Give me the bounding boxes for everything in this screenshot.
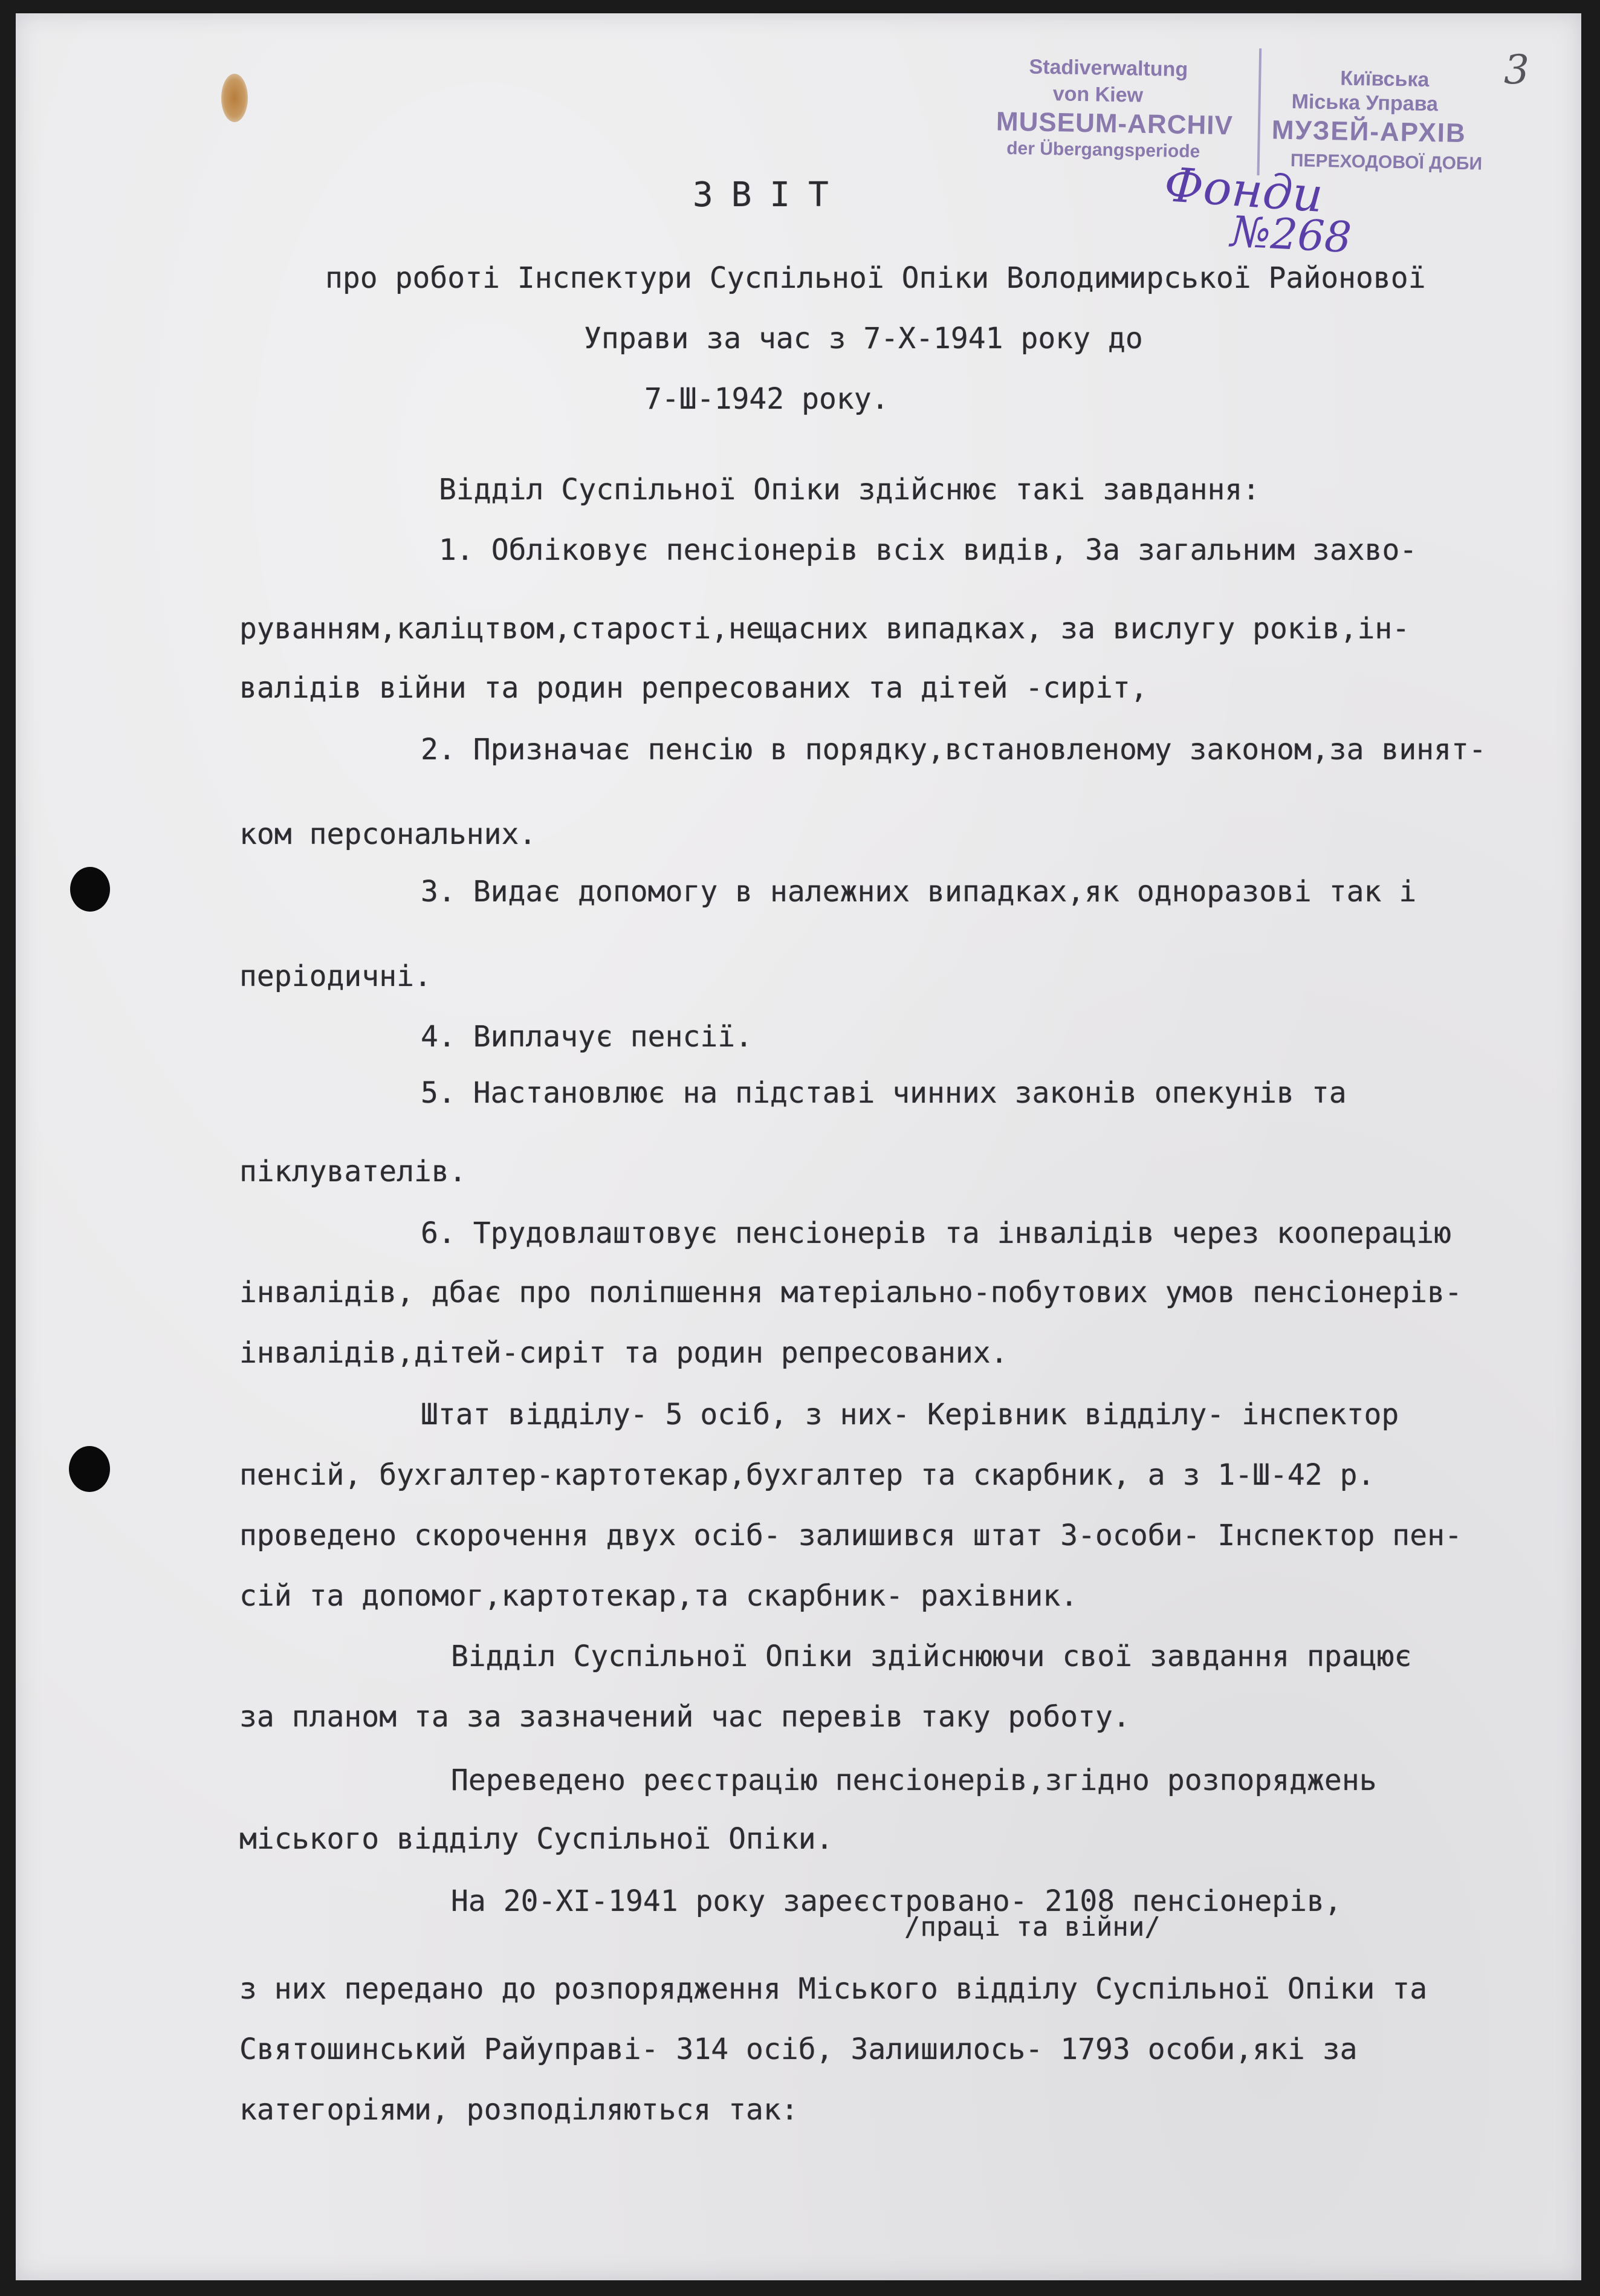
body-line: пенсій, бухгалтер-картотекар,бухгалтер та скарбник, а з 1-Ш-42 р. <box>239 1458 1375 1492</box>
body-line: 4. Виплачує пенсії. <box>421 1020 753 1054</box>
body-line: ком персональних. <box>239 817 537 851</box>
body-line: 5. Настановлює на підставі чинних законів опекунів та <box>421 1076 1347 1110</box>
punch-hole-bottom <box>69 1446 110 1492</box>
body-line: з них передано до розпорядження Міського відділу Суспільної Опіки та <box>239 1972 1428 2006</box>
stamp-left-line1: Stadiverwaltung <box>1029 55 1188 82</box>
document-sheet <box>16 13 1581 2280</box>
body-line: 2. Призначає пенсію в порядку,встановленому законом,за винят- <box>421 733 1486 767</box>
fond-number: №268 <box>1229 206 1353 263</box>
body-line: На 20-ХІ-1941 року зареєстровано- 2108 пенсіонерів, <box>451 1884 1342 1918</box>
subtitle-line: Управи за час з 7-Х-1941 року до <box>584 322 1143 355</box>
body-line: 3. Видає допомогу в належних випадках,як одноразові так і <box>421 875 1417 909</box>
body-line: 6. Трудовлаштовує пенсіонерів та інвалідів через кооперацію <box>421 1216 1452 1250</box>
body-line: руванням,каліцтвом,старості,нещасних випадках, за вислугу років,ін- <box>239 612 1410 646</box>
body-line: сій та допомог,картотекар,та скарбник- рахівник. <box>239 1579 1078 1613</box>
body-line: піклувателів. <box>239 1155 467 1189</box>
body-line: за планом та за зазначений час перевів таку роботу. <box>239 1700 1130 1734</box>
body-line: категоріями, розподіляються так: <box>239 2093 798 2127</box>
stamp-right-line4: ПЕРЕХОДОВОЇ ДОБИ <box>1290 151 1483 174</box>
body-line: Святошинський Райуправі- 314 осіб, Залишилось- 1793 особи,які за <box>239 2032 1358 2066</box>
punch-hole-top <box>70 867 110 912</box>
body-line-insert: /праці та війни/ <box>904 1912 1161 1942</box>
body-line: Відділ Суспільної Опіки здійснює такі завдання: <box>439 473 1260 507</box>
body-line: інвалідів,дітей-сиріт та родин репресованих. <box>239 1336 1008 1370</box>
body-line: інвалідів, дбає про поліпшення матеріально-побутових умов пенсіонерів- <box>239 1276 1462 1309</box>
document-title: ЗВІТ <box>693 175 847 215</box>
body-line: 1. Обліковує пенсіонерів всіх видів, За загальним захво- <box>439 533 1417 567</box>
body-line: Переведено реєстрацію пенсіонерів,згідно розпоряджень <box>451 1763 1377 1797</box>
page-number: 3 <box>1504 47 1529 93</box>
stamp-right-line3: МУЗЕЙ-АРХІВ <box>1271 115 1467 149</box>
body-line: валідів війни та родин репресованих та дітей -сиріт, <box>239 671 1148 705</box>
stamp-left-line2: von Kiew <box>1052 82 1144 107</box>
body-line: міського відділу Суспільної Опіки. <box>239 1822 834 1856</box>
body-line: періодичні. <box>239 959 432 993</box>
stamp-right-line2: Міська Управа <box>1291 90 1439 116</box>
stamp-right-line1: Київська <box>1340 66 1430 92</box>
body-line: Відділ Суспільної Опіки здійснюючи свої завдання працює <box>451 1639 1412 1673</box>
body-line: проведено скорочення двух осіб- залишився штат 3-особи- Інспектор пен- <box>239 1519 1462 1552</box>
body-line: Штат відділу- 5 осіб, з них- Керівник відділу- інспектор <box>421 1398 1399 1432</box>
stamp-left-line3: MUSEUM-ARCHIV <box>996 106 1234 141</box>
subtitle-line: 7-Ш-1942 року. <box>644 382 889 416</box>
stamp-divider <box>1257 48 1262 175</box>
subtitle-line: про роботі Інспектури Суспільної Опіки Володимирської Районової <box>325 261 1426 295</box>
fond-label: Фонди <box>1162 157 1325 224</box>
stamp-left-line4: der Übergangsperiode <box>1006 138 1200 162</box>
stain-blot <box>221 74 248 122</box>
